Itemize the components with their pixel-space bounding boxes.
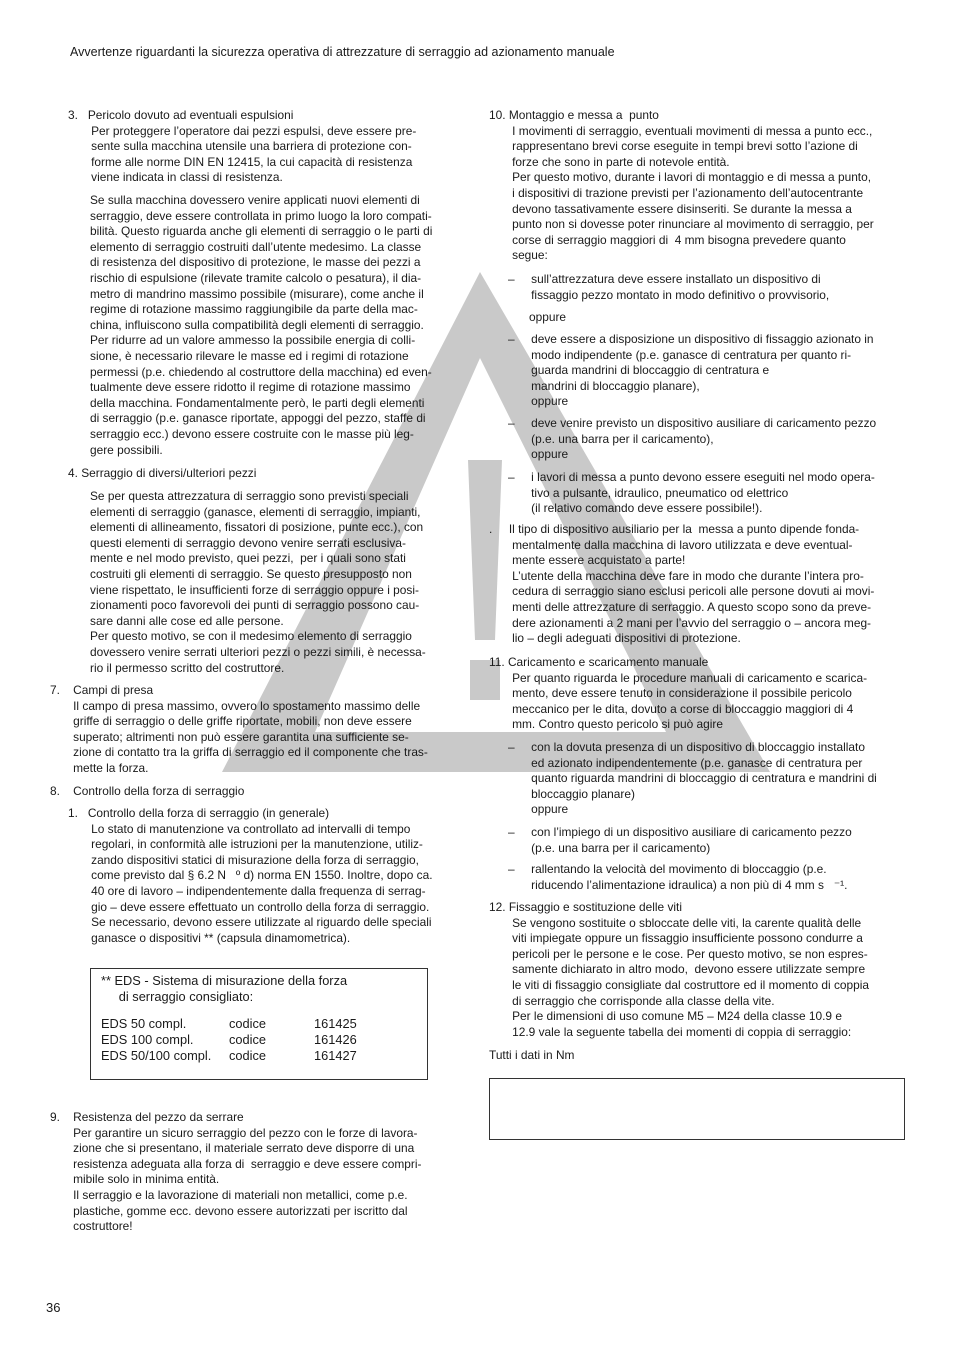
setup-bullet-4: – i lavori di messa a punto devono essere eseguiti nel modo opera- tivo a pulsante, idraulico, pneumatico od elettrico (il relativo comando deve essere possibile!). — [508, 470, 875, 516]
eds-box — [90, 968, 428, 1080]
eds-row-name: EDS 50/100 compl. — [101, 1048, 212, 1063]
eds-row-name: EDS 100 compl. — [101, 1032, 194, 1047]
section-8-title: 8. Controllo della forza di serraggio — [50, 784, 245, 798]
section-9-workpiece-strength: 9. Resistenza del pezzo da serrare Per garantire un sicuro serraggio del pezzo con le forze di lavora- zione che si presentano, il materiale serrato deve disporre di una resistenza adeguata alla forza di serraggio e deve essere compri- mibile solo in minima entità. Il serraggio e la lavorazione di materiali non metallici, come p.e. plastiche, gomme ecc. devono essere autorizzati per iscritto dal costruttore! — [50, 1110, 422, 1234]
section-4-title: 4. Serraggio di diversi/ulteriori pezzi — [68, 466, 257, 480]
torque-table-box — [489, 1078, 905, 1140]
eds-title: ** EDS - Sistema di misurazione della forza di serraggio consigliato: — [101, 973, 348, 1004]
eds-row-label: codice — [229, 1048, 266, 1063]
section-10-setup: 10. Montaggio e messa a punto I movimenti di serraggio, eventuali movimenti di messa a punto ecc., rappresentano brevi corse eseguite in tempi brevi sotto l’azione di forze che sono in parte di notevole entità. Per questo motivo, durante i lavori di montaggio e di messa a punto, i dispositivi di trazione previsti per l’azionamento dell’autocentrante devono tassativamente essere disinseriti. Se durante la messa a punto non si dovesse poter rinunciare al movimento di serraggio, per corse di serraggio maggiori di 4 mm bisogna prevedere quanto segue: — [489, 108, 874, 263]
section-12-screws: 12. Fissaggio e sostituzione delle viti Se vengono sostituite o sbloccate delle viti, la carente qualità delle viti impiegate oppure un fissaggio insufficiente possono condurre a pericoli per le persone e le cose. Per questo motivo, se non espres- samente dichiarato in altro modo, devono essere utilizzate sempre le viti di fissaggio consigliate dal costruttore ed il momento di coppia di serraggio che corrisponde alla classe della vite. Per le dimensioni di uso comune M5 – M24 della classe 10.9 e 12.9 vale la seguente tabella dei momenti di coppia di serraggio: — [489, 900, 870, 1039]
page-number: 36 — [46, 1300, 61, 1315]
page-header: Avvertenze riguardanti la sicurezza operativa di attrezzature di serraggio ad azionamento manuale — [70, 45, 615, 59]
loading-bullet-1: – con la dovuta presenza di un dispositivo di bloccaggio installato ed azionato indipendentemente (p.e. ganasce di centratura per quanto riguarda mandrini di bloccaggio di centratura e mandrini di bloccaggio planare) oppure — [508, 740, 877, 817]
setup-bullet-1: – sull’attrezzatura deve essere installato un dispositivo di fissaggio pezzo montato in modo definitivo o provvisorio, — [508, 272, 830, 302]
section-11-loading: 11. Caricamento e scaricamento manuale Per quanto riguarda le procedure manuali di caricamento e scarica- mento, deve essere tenuto in considerazione il possibile pericolo meccanico per le dita, dovuto a corse di bloccaggio maggiori di 4 mm. Contro questo pericolo si può agire — [489, 655, 868, 732]
setup-oppure: oppure — [529, 310, 567, 324]
section-4-paragraph: Se per questa attrezzatura di serraggio sono previsti speciali elementi di serraggio (ganasce, elementi di serraggio, impianti, elementi di allineamento, fissatori di posizione, punte ecc.), con questi elementi di serraggio devono venire serrati esclusiva- mente e nel modo previsto, quei pezzi, per i quali sono stati costruiti gli elementi di serraggio. Se questo presupposto non viene rispettato, le insufficienti forze di serraggio oppure i posi- zionamenti poco favorevoli dei punti di serraggio possono cau- sare danni alle cose ed alle persone. Per questo motivo, se con il medesimo elemento di serraggio dovessero venire serrati ulteriori pezzi o pezzi simili, è necessa- rio il permesso scritto del costruttore. — [90, 489, 426, 675]
eds-row-code: 161427 — [314, 1048, 357, 1063]
loading-bullet-2: – con l’impiego di un dispositivo ausiliare di caricamento pezzo (p.e. una barra per il caricamento) — [508, 825, 852, 855]
section-3-paragraph: Se sulla macchina dovessero venire applicati nuovi elementi di serraggio, deve essere controllata in primo luogo la loro compati- bilità. Questo riguarda anche gli elementi di serraggio o le parti di elemento di serraggio costruiti dall’utente medesimo. La classe di resistenza del dispositivo di protezione, le masse dei pezzi a rischio di espulsione (rilevate tramite calcolo o pesatura), il dia- metro di mandrino massimo possibile (misurare), come anche il regime di rotazione massimo raggiungibile da parte della mac- china, influiscono sulla compatibilità degli elementi di serraggio. Per ridurre ad un valore ammesso la possibile energia di colli- sione, è necessario rilevare le masse ed i regimi di rotazione permessi (p.e. chiedendo al costruttore della macchina) ed even- tualmente deve essere ridotto il regime di rotazione massimo della macchina. Fondamentalmente però, le parti degli elementi di serraggio (p.e. ganasce riportate, appoggi del pezzo, staffe di serraggio ecc.) devono essere costruite con le masse più leg- gere possibili. — [90, 193, 433, 457]
section-7-clamping-range: 7. Campi di presa Il campo di presa massimo, ovvero lo spostamento massimo delle griffe di serraggio o delle griffe riportate, mobili, non deve essere superato; altrimenti non può essere garantita una sufficiente se- zione di contatto tra la griffa di serraggio ed il componente che tras- mette la forza. — [50, 683, 428, 775]
section-8-1-force-check: 1. Controllo della forza di serraggio (in generale) Lo stato di manutenzione va controllato ad intervalli di tempo regolari, in conformità alle istruzioni per la manutenzione, utiliz- zando dispositivi statici di misurazione della forza di serraggio, come previsto dal § 6.2 N º d) norma EN 1550. Inoltre, dopo ca. 40 ore di lavoro – indipendentemente dalla frequenza di serrag- gio – deve essere effettuato un controllo della forza di serraggio. Se necessario, devono essere utilizzate al riguardo delle speciali ganasce o dispositivi ** (capsula dinamometrica). — [68, 806, 433, 945]
units-note: Tutti i dati in Nm — [489, 1048, 575, 1062]
eds-row-name: EDS 50 compl. — [101, 1016, 187, 1031]
section-3-ejection-hazard: 3. Pericolo dovuto ad eventuali espulsioni Per proteggere l’operatore dai pezzi espulsi, deve essere pre- sente sulla macchina utensile una barriera di protezione con- forme alle norme DIN EN 12415, la cui capacità di resistenza viene indicata in classi di resistenza. — [68, 108, 417, 185]
eds-row-label: codice — [229, 1032, 266, 1047]
setup-bullet-3: – deve venire previsto un dispositivo ausiliare di caricamento pezzo (p.e. una barra per il caricamento), oppure — [508, 416, 877, 462]
eds-row-code: 161426 — [314, 1032, 357, 1047]
setup-bullet-2: – deve essere a disposizione un dispositivo di fissaggio azionato in modo indipendente (p.e. ganasce di centratura per quanto ri- guarda mandrini di bloccaggio di centratura e mandrini di bloccaggio planare), oppure — [508, 332, 874, 409]
eds-row-code: 161425 — [314, 1016, 357, 1031]
section-10-paragraph: . Il tipo di dispositivo ausiliario per la messa a punto dipende fonda- mentalmente dalla macchina di lavoro utilizzata e deve eventual- mente essere acquistato a parte! L’utente della macchina deve fare in modo che durante l’intera pro- cedura di serraggio siano esclusi pericoli alle persone dovuti ai movi- menti delle attrezzature di serraggio. A questo scopo sono da preve- dere azionamenti a 2 mani per l’avvio del serraggio o – ancora meg- lio – degli adeguati dispositivi di protezione. — [489, 522, 875, 646]
loading-bullet-3: – rallentando la velocità del movimento di bloccaggio (p.e. riducendo l’alimentazione idraulica) a non più di 4 mm s ⁻¹. — [508, 862, 848, 892]
eds-row-label: codice — [229, 1016, 266, 1031]
